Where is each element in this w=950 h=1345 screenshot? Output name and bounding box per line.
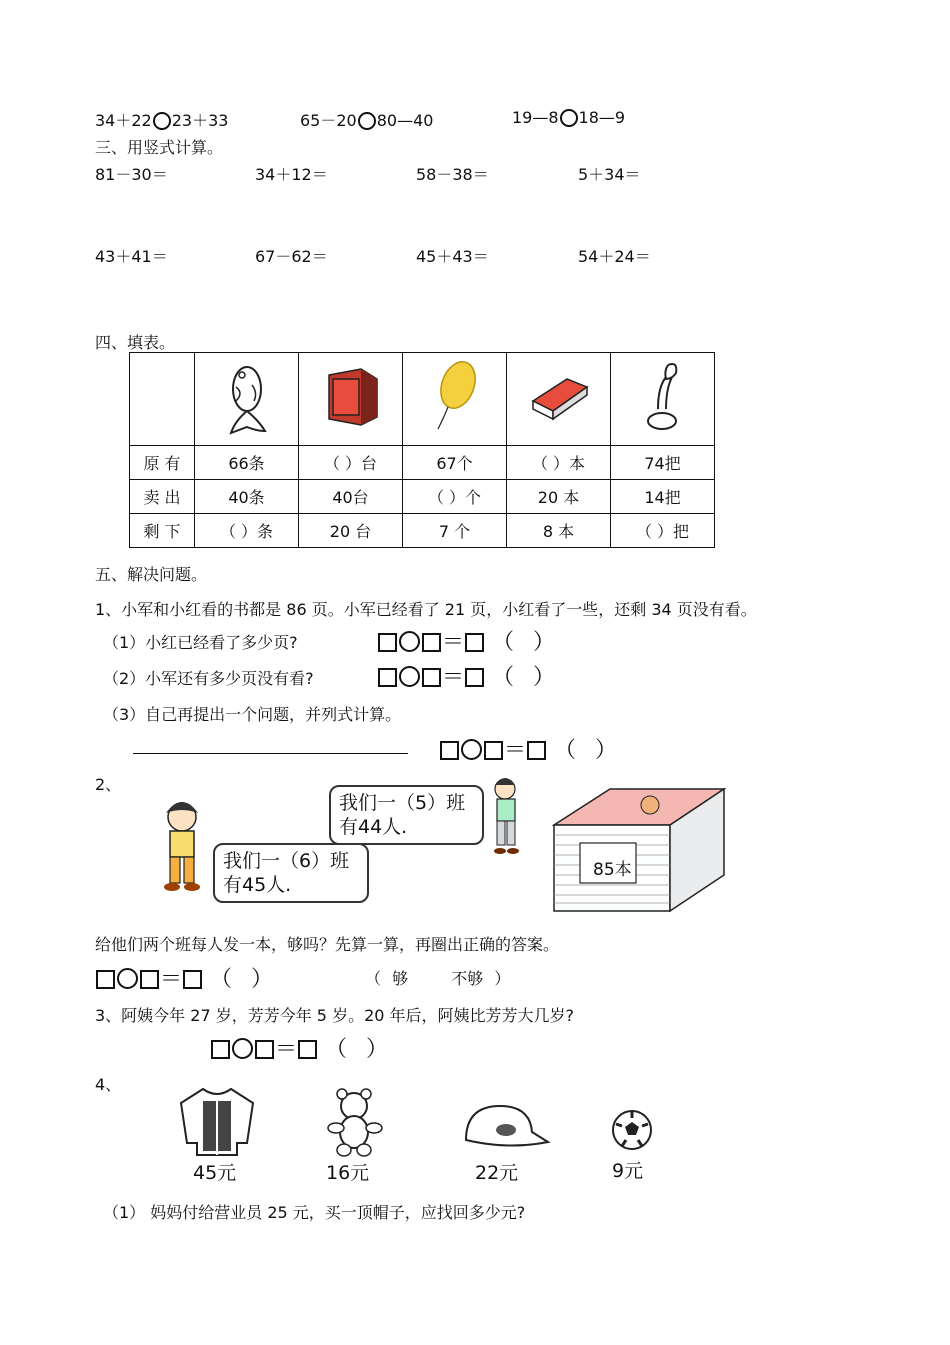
table-cell: 20 台	[299, 514, 403, 548]
table-cell[interactable]: （ ）条	[195, 514, 299, 548]
table-cell: 66条	[195, 446, 299, 480]
price-label: 22元	[475, 1162, 519, 1184]
calc-item: 43＋41＝	[95, 247, 168, 266]
compare-circle[interactable]	[153, 112, 171, 130]
compare-right: 23＋33	[171, 111, 229, 130]
price-label: 45元	[193, 1162, 237, 1184]
table-cell: 20 本	[507, 480, 611, 514]
answer-box[interactable]	[378, 668, 397, 687]
unit-paren[interactable]: （ ）	[554, 738, 624, 763]
operator-circle[interactable]	[399, 631, 420, 652]
bubble-text: 我们一（6）班 有45人.	[223, 850, 350, 896]
answer-box[interactable]	[422, 668, 441, 687]
book-icon	[507, 353, 611, 446]
q3-text: 3、阿姨今年 27 岁，芳芳今年 5 岁。20 年后，阿姨比芳芳大几岁?	[95, 1006, 575, 1025]
operator-circle[interactable]	[461, 739, 482, 760]
balloon-icon	[403, 353, 507, 446]
q1-sub1: （1）小红已经看了多少页?	[103, 633, 298, 652]
operator-circle[interactable]	[232, 1038, 253, 1059]
boy-figure-left	[150, 795, 215, 895]
book-stack-icon	[550, 785, 728, 913]
unit-paren[interactable]: （ ）	[325, 1037, 395, 1062]
calc-item: 54＋24＝	[578, 247, 651, 266]
equation-blank[interactable]	[210, 1032, 394, 1063]
answer-box[interactable]	[465, 633, 484, 652]
equals-sign: ＝	[504, 738, 527, 763]
table-cell[interactable]: （ ）台	[299, 446, 403, 480]
answer-box[interactable]	[484, 741, 503, 760]
compare-item-3	[512, 108, 625, 127]
equals-sign: ＝	[275, 1037, 298, 1062]
choice-close: ）	[494, 969, 511, 988]
table-cell: 40条	[195, 480, 299, 514]
answer-box[interactable]	[140, 970, 159, 989]
spoon-icon	[611, 353, 715, 446]
q1-sub2: （2）小军还有多少页没有看?	[103, 669, 314, 688]
choice-open: （	[365, 969, 382, 988]
table-cell: 7 个	[403, 514, 507, 548]
compare-circle[interactable]	[560, 109, 578, 127]
row-label: 卖 出	[130, 480, 195, 514]
speech-bubble-class5	[329, 785, 484, 845]
calc-item: 81－30＝	[95, 165, 168, 184]
answer-box[interactable]	[465, 668, 484, 687]
choice-not-enough[interactable]: 不够	[451, 969, 484, 988]
tv-icon	[299, 353, 403, 446]
compare-left: 65－20	[300, 111, 357, 130]
answer-box[interactable]	[96, 970, 115, 989]
answer-choice	[365, 966, 510, 989]
speech-bubble-class6	[213, 843, 369, 903]
choice-enough[interactable]: 够	[392, 969, 409, 988]
equals-sign: ＝	[442, 665, 465, 690]
table-cell[interactable]: （ ）把	[611, 514, 715, 548]
table-cell: 14把	[611, 480, 715, 514]
section4-title: 四、填表。	[95, 333, 176, 352]
question-blank-line[interactable]	[133, 753, 408, 754]
cap-icon	[460, 1100, 552, 1152]
price-label: 9元	[612, 1160, 644, 1182]
table-cell: 67个	[403, 446, 507, 480]
table-cell[interactable]: （ ）本	[507, 446, 611, 480]
fill-table	[129, 352, 715, 548]
compare-item-2	[300, 108, 433, 131]
q4-sub1: （1） 妈妈付给营业员 25 元，买一顶帽子，应找回多少元?	[103, 1203, 526, 1222]
stack-label: 85本	[593, 860, 632, 880]
q4-number: 4、	[95, 1075, 122, 1094]
row-label: 原 有	[130, 446, 195, 480]
answer-box[interactable]	[422, 633, 441, 652]
answer-box[interactable]	[298, 1040, 317, 1059]
compare-right: 18—9	[578, 108, 626, 127]
unit-paren[interactable]: （ ）	[492, 630, 562, 655]
unit-paren[interactable]: （ ）	[492, 665, 562, 690]
q1-text: 1、小军和小红看的书都是 86 页。小军已经看了 21 页，小红看了一些，还剩 34 页没有看。	[95, 600, 757, 619]
answer-box[interactable]	[527, 741, 546, 760]
table-cell[interactable]: （ ）个	[403, 480, 507, 514]
answer-box[interactable]	[440, 741, 459, 760]
price-label: 16元	[326, 1162, 370, 1184]
q1-sub3: （3）自己再提出一个问题，并列式计算。	[103, 705, 402, 724]
compare-right: 80—40	[376, 111, 434, 130]
compare-left: 19—8	[512, 108, 559, 127]
equation-blank[interactable]	[377, 660, 561, 691]
equation-blank[interactable]	[95, 962, 279, 993]
operator-circle[interactable]	[117, 968, 138, 989]
boy-figure-right	[485, 775, 527, 860]
row-label: 剩 下	[130, 514, 195, 548]
section3-title: 三、用竖式计算。	[95, 138, 224, 157]
compare-left: 34＋22	[95, 111, 152, 130]
section5-title: 五、解决问题。	[95, 565, 208, 584]
jacket-icon	[175, 1085, 260, 1157]
soccer-ball-icon	[610, 1108, 654, 1152]
calc-item: 5＋34＝	[578, 165, 641, 184]
table-corner	[130, 353, 195, 446]
teddy-bear-icon	[320, 1088, 388, 1158]
compare-item-1	[95, 108, 228, 131]
q2-number: 2、	[95, 775, 122, 794]
q2-text: 给他们两个班每人发一本，够吗？先算一算，再圈出正确的答案。	[95, 935, 560, 954]
equation-blank[interactable]	[377, 625, 561, 656]
compare-circle[interactable]	[358, 112, 376, 130]
answer-box[interactable]	[183, 970, 202, 989]
answer-box[interactable]	[255, 1040, 274, 1059]
calc-item: 58－38＝	[416, 165, 489, 184]
calc-item: 45＋43＝	[416, 247, 489, 266]
fish-icon	[195, 353, 299, 446]
equals-sign: ＝	[160, 967, 183, 992]
table-cell: 40台	[299, 480, 403, 514]
equation-blank[interactable]	[439, 733, 623, 764]
equals-sign: ＝	[442, 630, 465, 655]
table-cell: 74把	[611, 446, 715, 480]
operator-circle[interactable]	[399, 666, 420, 687]
calc-item: 34＋12＝	[255, 165, 328, 184]
table-cell: 8 本	[507, 514, 611, 548]
calc-item: 67－62＝	[255, 247, 328, 266]
unit-paren[interactable]: （ ）	[210, 967, 280, 992]
bubble-text: 我们一（5）班 有44人.	[339, 792, 466, 838]
answer-box[interactable]	[211, 1040, 230, 1059]
answer-box[interactable]	[378, 633, 397, 652]
